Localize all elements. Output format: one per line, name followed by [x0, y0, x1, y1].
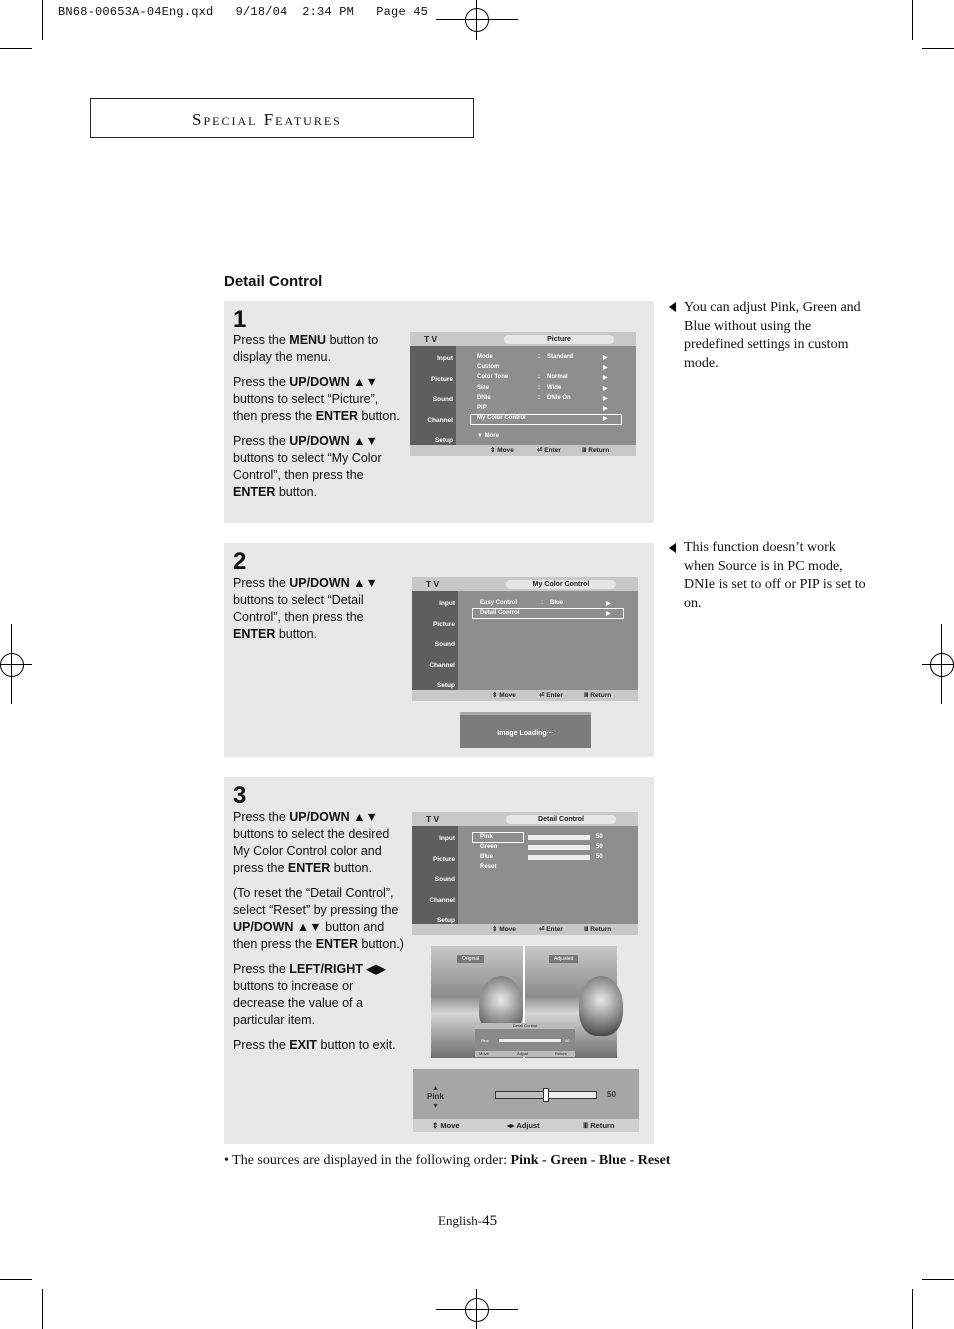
- osd-return: Ⅲ Return: [584, 692, 612, 699]
- mini-osd-slider: [499, 1039, 561, 1042]
- step-paragraph: Press the UP/DOWN ▲▼ buttons to select “Detail Control”, then press the ENTER button.: [233, 576, 378, 641]
- osd-sidebar-item-input: Input: [439, 835, 455, 842]
- osd-tv-label: T V: [424, 334, 438, 344]
- osd-move: ⇕ Move: [492, 692, 516, 699]
- crop-mark: [922, 1279, 954, 1280]
- step-number: 1: [233, 306, 247, 333]
- section-title: Special Features: [192, 110, 342, 129]
- osd-row-arrow-icon: ▶: [603, 355, 608, 361]
- osd-sidebar-item-input: Input: [439, 600, 455, 607]
- osd-row-arrow-icon: ▶: [606, 601, 611, 607]
- step-paragraph: Press the MENU button to display the menu.: [233, 333, 379, 364]
- osd-row-label: PIP: [477, 405, 487, 411]
- osd-slider-green: [528, 845, 590, 850]
- osd-move: ⇕ Move: [492, 926, 516, 933]
- osd-sidebar-item-picture: Picture: [432, 620, 455, 628]
- step-3-text: [233, 809, 405, 1062]
- osd-sidebar-item-input: Input: [437, 355, 453, 362]
- osd-row-label: Green: [480, 844, 498, 850]
- osd-row-arrow-icon: ▶: [603, 416, 608, 423]
- osd-tv-label: T V: [426, 814, 440, 824]
- mini-osd-title: Detail Control: [475, 1023, 575, 1029]
- osd-row-label: Reset: [480, 864, 497, 870]
- osd-row-value: 50: [596, 834, 603, 840]
- crop-mark: [0, 1279, 32, 1280]
- crop-mark: [922, 48, 954, 49]
- osd-detail-control-menu: [412, 812, 638, 935]
- osd-enter: ⏎ Enter: [539, 926, 563, 933]
- original-label: Original: [457, 955, 484, 963]
- osd-row-label: Custom: [477, 364, 500, 371]
- osd-sidebar-item-picture: Picture: [432, 855, 455, 863]
- osd-sidebar: [412, 826, 458, 925]
- mini-osd: [475, 1023, 575, 1057]
- step-number: 2: [233, 548, 247, 575]
- osd-row-colon: :: [538, 354, 540, 360]
- step-paragraph: Press the LEFT/RIGHT ◀▶ buttons to increase or decrease the value of a particular item.: [233, 962, 386, 1027]
- osd-row-arrow-icon: ▶: [603, 395, 608, 402]
- osd-sidebar: [412, 591, 458, 691]
- osd-row-value: Wide: [547, 384, 562, 391]
- osd-row-label: DNIe: [477, 394, 491, 401]
- slider-value: 50: [607, 1090, 616, 1099]
- osd-footer: [412, 690, 638, 701]
- portrait-right: [579, 976, 623, 1036]
- osd-footer: [412, 924, 638, 935]
- crop-mark: [42, 1289, 43, 1329]
- osd-slider-pink: [528, 835, 590, 840]
- crop-mark: [912, 0, 913, 40]
- osd-row-label: Detail Control: [480, 610, 520, 617]
- osd-row-arrow-icon: ▶: [603, 385, 608, 392]
- osd-picture-menu: [410, 332, 636, 456]
- osd-sidebar-item-channel: Channel: [429, 661, 455, 669]
- adjusted-label: Adjusted: [549, 955, 578, 963]
- note-arrow-icon: [669, 302, 676, 312]
- osd-row-label: Easy Control: [480, 600, 518, 606]
- page-number: English-45: [438, 1213, 498, 1229]
- osd-row-value: Blue: [550, 600, 564, 606]
- mini-osd-value: 50: [565, 1038, 570, 1043]
- pink-slider-panel: [413, 1069, 639, 1132]
- osd-my-color-menu: [412, 577, 638, 701]
- osd-footer: [410, 445, 636, 456]
- note: You can adjust Pink, Green and Blue without using the predefined settings in custom mode.: [684, 300, 861, 371]
- osd-row-value: Standard: [547, 354, 574, 360]
- slider-track: [495, 1091, 597, 1099]
- crop-mark: [42, 0, 43, 40]
- slider-thumb: [543, 1088, 549, 1102]
- osd-sidebar-item-setup: Setup: [436, 682, 455, 689]
- footnote: • The sources are displayed in the following order: Pink - Green - Blue - Reset: [224, 1153, 671, 1168]
- mini-osd-footer: Move Adjust Return: [475, 1051, 575, 1057]
- step-paragraph: Press the EXIT button to exit.: [233, 1038, 396, 1052]
- step-paragraph: Press the UP/DOWN ▲▼ buttons to select the desired My Color Control color and press the ENTER button.: [233, 810, 390, 875]
- osd-row-value: 50: [596, 854, 603, 860]
- osd-move: ⇕ Move: [490, 447, 514, 454]
- osd-more: ▼ More: [477, 433, 499, 439]
- osd-return: Ⅲ Return: [584, 926, 612, 933]
- osd-title: Picture: [504, 335, 614, 344]
- osd-row-label: Size: [477, 384, 490, 391]
- osd-sidebar-item-channel: Channel: [429, 896, 455, 904]
- osd-title: My Color Control: [506, 580, 616, 589]
- osd-row-arrow-icon: ▶: [603, 365, 608, 372]
- osd-row-label: My Color Control: [477, 415, 526, 422]
- osd-return: Ⅲ Return: [582, 447, 610, 454]
- osd-row-label: Mode: [477, 354, 493, 360]
- print-header: BN68-00653A-04Eng.qxd 9/18/04 2:34 PM Page 45: [58, 5, 429, 19]
- osd-sidebar-item-setup: Setup: [434, 437, 453, 444]
- step-2-text: [233, 575, 393, 651]
- osd-selection-highlight: [472, 832, 524, 843]
- osd-row-label: Blue: [480, 854, 494, 860]
- slider-label: ▴ Pink ▾: [427, 1083, 444, 1110]
- osd-sidebar-item-channel: Channel: [427, 416, 453, 424]
- osd-row-value: DNIe On: [547, 394, 571, 401]
- step-1-text: [233, 332, 403, 509]
- slider-fill: [496, 1092, 546, 1098]
- osd-row-value: Normal: [547, 374, 568, 381]
- osd-enter: ⏎ Enter: [539, 692, 563, 699]
- osd-enter: ⏎ Enter: [537, 447, 561, 454]
- step-paragraph: Press the UP/DOWN ▲▼ buttons to select “My Color Control”, then press the ENTER button.: [233, 434, 382, 499]
- note: This function doesn’t work when Source is in PC mode, DNIe is set to off or PIP is set to on.: [684, 540, 866, 611]
- osd-sidebar: [410, 346, 456, 446]
- osd-row-arrow-icon: ▶: [603, 375, 608, 382]
- osd-sidebar-item-sound: Sound: [434, 641, 455, 648]
- osd-row-label: Color Tone: [477, 374, 509, 381]
- mini-osd-item: Pink: [481, 1038, 489, 1043]
- osd-sidebar-item-picture: Picture: [430, 375, 453, 383]
- crop-mark: [912, 1289, 913, 1329]
- page-heading: Detail Control: [224, 273, 323, 290]
- osd-sidebar-item-sound: Sound: [432, 396, 453, 403]
- osd-row-colon: :: [538, 384, 540, 391]
- step-paragraph: Press the UP/DOWN ▲▼ buttons to select “Picture”, then press the ENTER button.: [233, 375, 400, 423]
- osd-row-value: 50: [596, 844, 603, 850]
- image-loading-box: Image Loading···: [460, 712, 591, 748]
- osd-row-label: Pink: [480, 834, 493, 840]
- osd-row-arrow-icon: ▶: [606, 611, 611, 618]
- osd-sidebar-item-setup: Setup: [436, 917, 455, 924]
- osd-row-colon: :: [538, 394, 540, 401]
- osd-row-colon: :: [541, 600, 543, 606]
- osd-row-arrow-icon: ▶: [603, 406, 608, 412]
- crop-mark: [0, 48, 32, 49]
- step-paragraph: (To reset the “Detail Control”, select “Reset” by pressing the UP/DOWN ▲▼ button and then press the ENTER button.): [233, 886, 404, 951]
- osd-row-colon: :: [538, 374, 540, 381]
- osd-title: Detail Control: [506, 815, 616, 824]
- note-arrow-icon: [669, 543, 676, 553]
- osd-tv-label: T V: [426, 579, 440, 589]
- step-number: 3: [233, 782, 247, 809]
- osd-slider-blue: [528, 855, 590, 860]
- osd-sidebar-item-sound: Sound: [434, 876, 455, 883]
- slider-footer: ⇕ Move ◂▸ Adjust Ⅲ Return: [413, 1119, 639, 1132]
